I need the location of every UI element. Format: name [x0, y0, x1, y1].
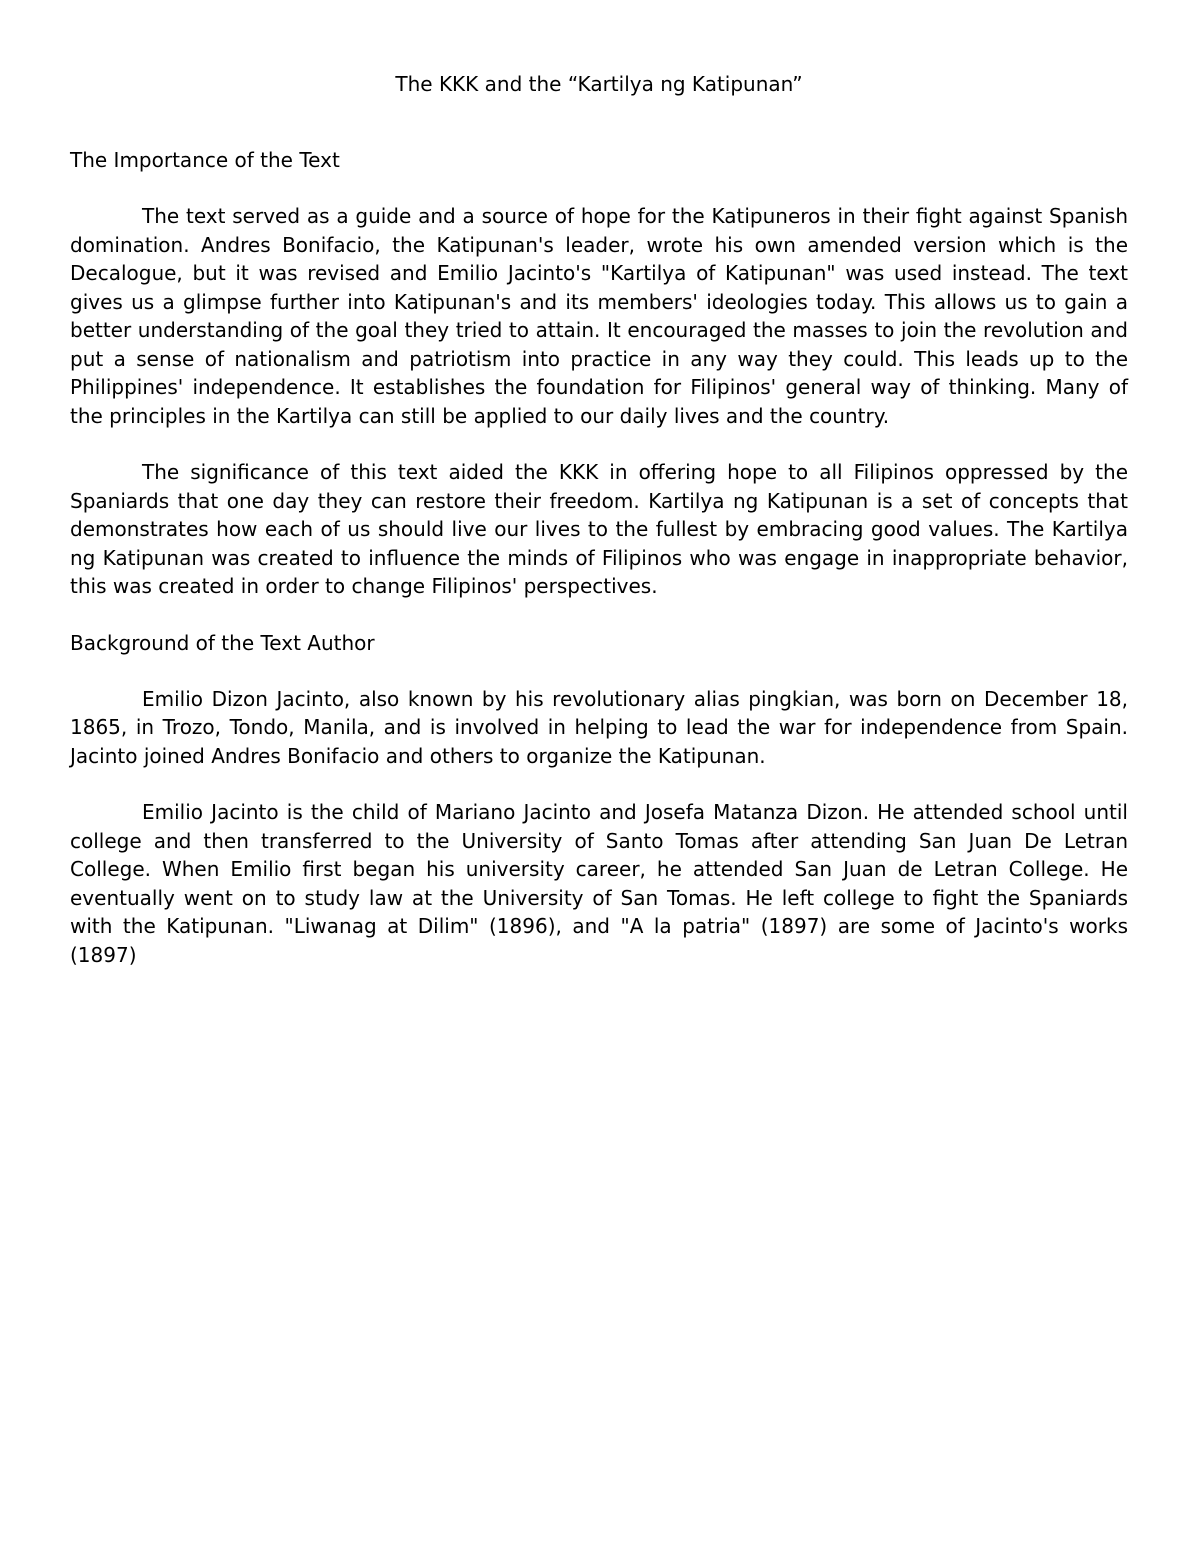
paragraph: The text served as a guide and a source of hope for the Katipuneros in their fight against Spanish domination. Andres Bonifacio, the Katipunan's leader, wrote his own amended version which is the Decalogue, but it was revised and Emilio Jacinto's "Kartilya of Katipunan" was used instead. The text gives us a glimpse further into Katipunan's and its members' ideologies today. This allows us to gain a better understanding of the goal they tried to attain. It encouraged the masses to join the revolution and put a sense of nationalism and patriotism into practice in any way they could. This leads up to the Philippines' independence. It establishes the foundation for Filipinos' general way of thinking. Many of the principles in the Kartilya can still be applied to our daily lives and the country. [70, 204, 1128, 428]
section-heading: The Importance of the Text [70, 148, 340, 172]
section-heading: Background of the Text Author [70, 630, 375, 655]
document-title: The KKK and the “Kartilya ng Katipunan” [395, 72, 803, 96]
paragraph: Emilio Dizon Jacinto, also known by his revolutionary alias pingkian, was born on December 18, 1865, in Trozo, Tondo, Manila, and is involved in helping to lead the war for independence from Spain. Jacinto joined Andres Bonifacio and others to organize the Katipunan. [70, 686, 1128, 768]
section-importance-of-text [70, 146, 1128, 601]
paragraph: Emilio Jacinto is the child of Mariano Jacinto and Josefa Matanza Dizon. He attended school until college and then transferred to the University of Santo Tomas after attending San Juan De Letran College. When Emilio first began his university career, he attended San Juan de Letran College. He eventually went on to study law at the University of San Tomas. He left college to fight the Spaniards with the Katipunan. "Liwanag at Dilim" (1896), and "A la patria" (1897) are some of Jacinto's works (1897) [70, 800, 1128, 967]
section-background-of-author [70, 629, 1128, 970]
paragraph: The significance of this text aided the KKK in offering hope to all Filipinos oppressed by the Spaniards that one day they can restore their freedom. Kartilya ng Katipunan is a set of concepts that demonstrates how each of us should live our lives to the fullest by embracing good values. The Kartilya ng Katipunan was created to influence the minds of Filipinos who was engage in inappropriate behavior, this was created in order to change Filipinos' perspectives. [70, 460, 1128, 598]
